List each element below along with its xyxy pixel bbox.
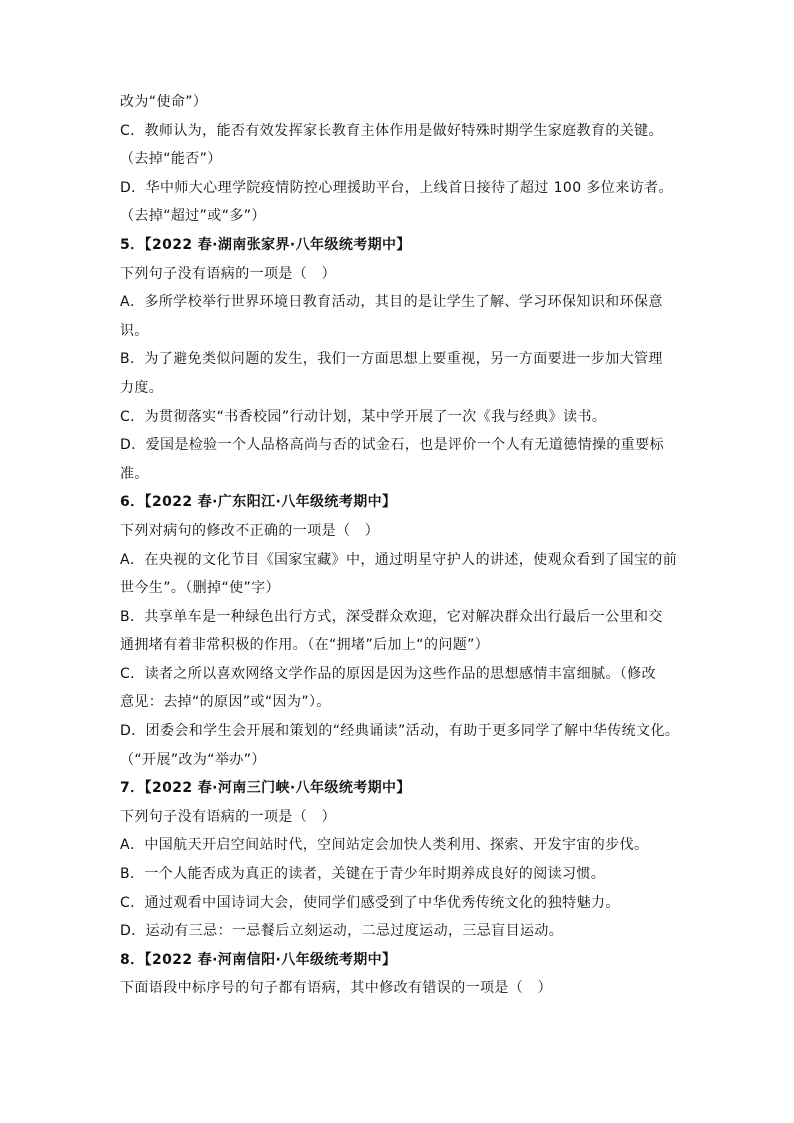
question-heading: 8．【2022 春·河南信阳·八年级统考期中】 [120,951,397,968]
text-line: D．团委会和学生会开展和策划的“经典诵读”活动，有助于更多同学了解中华传统文化。 [120,723,680,740]
text-line: 下列句子没有语病的一项是（ ） [120,265,336,282]
question-heading: 7．【2022 春·河南三门峡·八年级统考期中】 [120,780,411,797]
text-line: 力度。 [120,379,164,396]
document-body [120,88,690,1003]
text-line: 通拥堵有着非常积极的作用。（在“拥堵”后加上“的问题”） [120,637,490,654]
text-line: 下列对病句的修改不正确的一项是（ ） [120,522,380,539]
text-line: （去掉“超过”或“多”） [120,208,266,225]
text-line: C．为贯彻落实“书香校园”行动计划，某中学开展了一次《我与经典》读书。 [120,408,607,425]
text-line: A．中国航天开启空间站时代，空间站定会加快人类利用、探索、开发宇宙的步伐。 [120,837,649,854]
text-line: D．华中师大心理学院疫情防控心理援助平台，上线首日接待了超过 100 多位来访者。 [120,179,673,196]
text-line: D．爱国是检验一个人品格高尚与否的试金石，也是评价一个人有无道德情操的重要标 [120,437,664,454]
text-line: C．读者之所以喜欢网络文学作品的原因是因为这些作品的思想感情丰富细腻。（修改 [120,665,656,682]
text-line: B．为了避免类似问题的发生，我们一方面思想上要重视，另一方面要进一步加大管理 [120,351,663,368]
text-line: C．通过观看中国诗词大会，使同学们感受到了中华优秀传统文化的独特魅力。 [120,894,620,911]
text-line: A．多所学校举行世界环境日教育活动，其目的是让学生了解、学习环保知识和环保意 [120,294,663,311]
text-line: 下列句子没有语病的一项是（ ） [120,808,336,825]
question-heading: 6．【2022 春·广东阳江·八年级统考期中】 [120,494,397,511]
text-line: （“开展”改为“举办”） [120,751,266,768]
text-line: （去掉“能否”） [120,151,222,168]
text-line: B．共享单车是一种绿色出行方式，深受群众欢迎，它对解决群众出行最后一公里和交 [120,608,663,625]
text-line: B．一个人能否成为真正的读者，关键在于青少年时期养成良好的阅读习惯。 [120,866,606,883]
text-line: C．教师认为，能否有效发挥家长教育主体作用是做好特殊时期学生家庭教育的关键。 [120,122,663,139]
text-line: 下面语段中标序号的句子都有语病，其中修改有错误的一项是（ ） [120,980,552,997]
text-line: 意见：去掉“的原因”或“因为”）。 [120,694,331,711]
text-line: 准。 [120,465,149,482]
text-line: A．在央视的文化节目《国家宝藏》中，通过明星守护人的讲述，使观众看到了国宝的前 [120,551,678,568]
text-line: 识。 [120,322,149,339]
text-line: 世今生”。（删掉“使”字） [120,580,280,597]
question-heading: 5．【2022 春·湖南张家界·八年级统考期中】 [120,236,411,253]
text-line: D．运动有三忌：一忌餐后立刻运动，二忌过度运动，三忌盲目运动。 [120,923,564,940]
text-line: 改为“使命”） [120,94,208,110]
